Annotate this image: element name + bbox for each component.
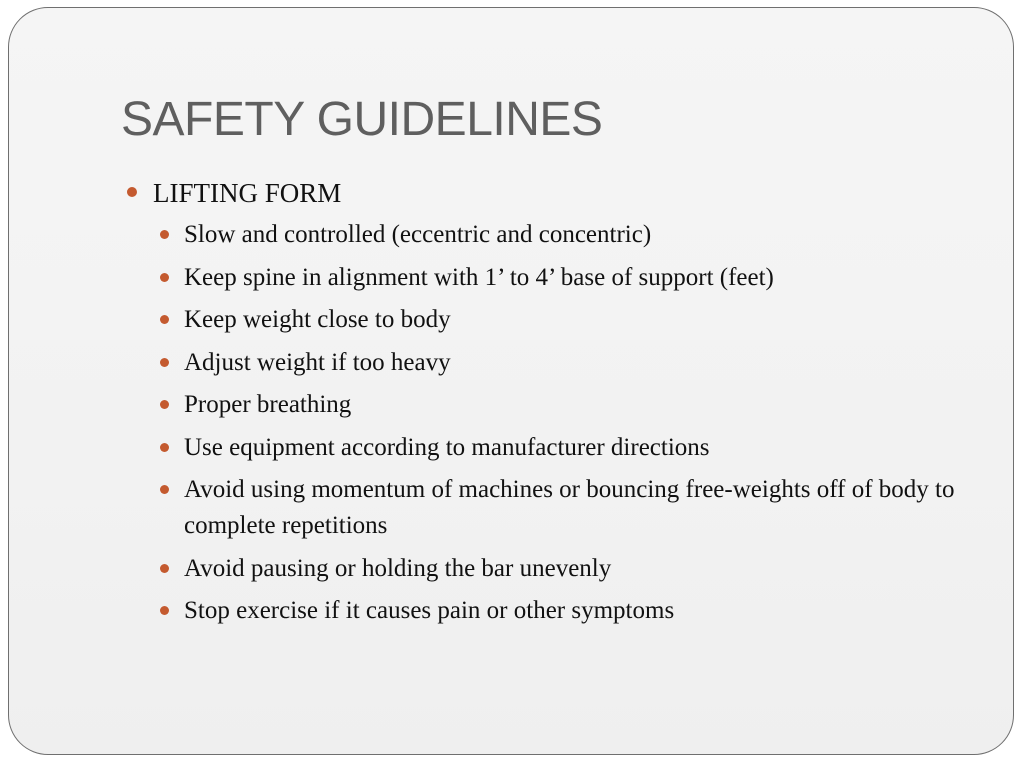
list-item: [157, 345, 964, 381]
slide-frame: [8, 7, 1014, 755]
sub-bullet-list: [125, 217, 965, 629]
list-item-text: Stop exercise if it causes pain or other symptoms: [184, 597, 675, 624]
bullet-list: [125, 173, 965, 636]
list-item: [157, 260, 964, 296]
list-item-text: Use equipment according to manufacturer directions: [184, 433, 710, 461]
bullet-icon: [160, 564, 169, 573]
list-item: [157, 472, 964, 544]
bullet-icon: [127, 187, 137, 197]
bullet-icon: [160, 606, 169, 615]
list-item: [157, 217, 964, 253]
list-item-text: Proper breathing: [184, 391, 352, 418]
list-item: [157, 593, 964, 629]
list-item: [157, 302, 964, 338]
list-item-text: Keep weight close to body: [184, 306, 451, 333]
list-item-text: Avoid using momentum of machines or bouncing free-weights off of body to complete repetitions: [184, 476, 955, 539]
bullet-icon: [160, 230, 169, 239]
bullet-icon: [160, 485, 169, 494]
bullet-icon: [160, 315, 169, 324]
bullet-icon: [160, 443, 169, 452]
list-item-text: Keep spine in alignment with 1’ to 4’ base of support (feet): [184, 263, 774, 291]
bullet-icon: [160, 358, 169, 367]
bullet-icon: [160, 400, 169, 409]
bullet-icon: [160, 273, 169, 282]
slide-title: SAFETY GUIDELINES: [121, 93, 603, 146]
list-item-text: Slow and controlled (eccentric and concentric): [184, 221, 652, 248]
list-item: [157, 551, 964, 587]
list-item: [157, 387, 964, 423]
list-item: [157, 430, 964, 466]
list-item-text: Avoid pausing or holding the bar unevenly: [184, 554, 612, 582]
list-item-lifting-form: [125, 173, 965, 213]
list-item-text: Adjust weight if too heavy: [184, 348, 451, 376]
list-item-label: LIFTING FORM: [153, 178, 342, 208]
